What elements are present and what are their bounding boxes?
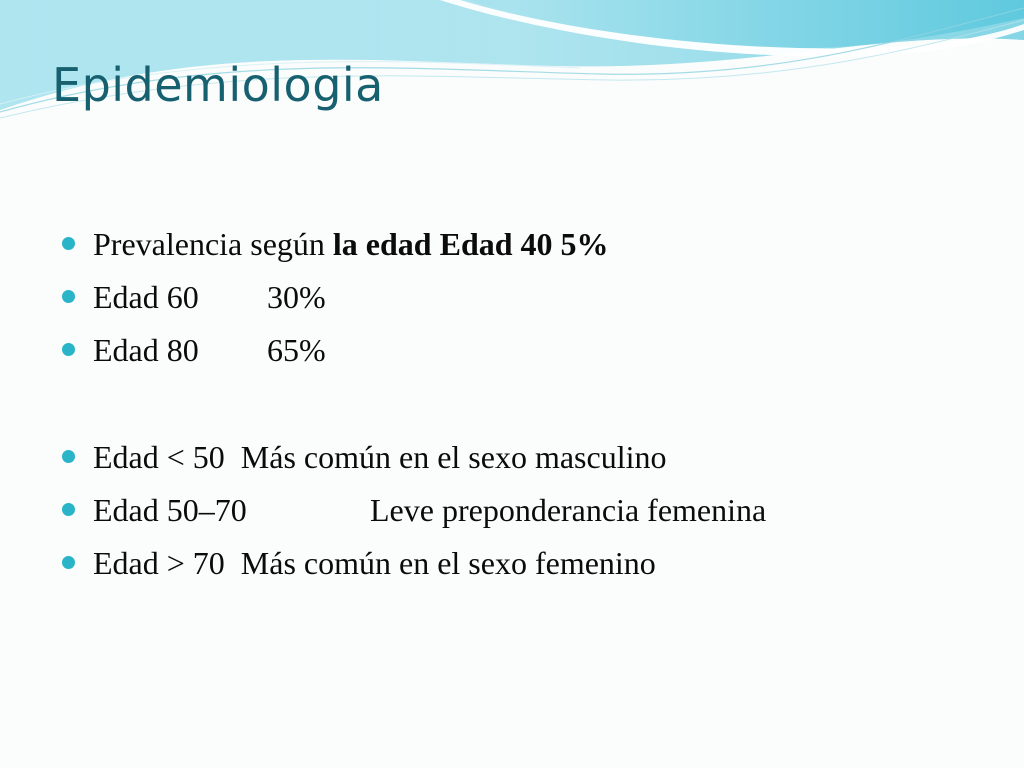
bullet-value: 30% [267, 279, 326, 315]
bullet-label: Edad 60 [93, 279, 199, 315]
bullet-dot-icon [62, 343, 75, 356]
bullet-label: Edad 50–70 [93, 492, 247, 528]
bullet-value: Leve preponderancia femenina [370, 492, 767, 528]
bullet-dot-icon [62, 290, 75, 303]
bullet-dot-icon [62, 450, 75, 463]
bullet-dot-icon [62, 556, 75, 569]
bullet-text-regular: Prevalencia según [93, 226, 333, 262]
bullet-text [93, 222, 609, 266]
bullet-text-bold: la edad Edad 40 5% [332, 226, 609, 262]
bullet-dot-icon [62, 237, 75, 250]
bullet-text: Edad > 70 Más común en el sexo femenino [93, 545, 656, 581]
bullet-dot-icon [62, 503, 75, 516]
slide-title: Epidemiologia [52, 58, 384, 112]
bullet-label: Edad 80 [93, 332, 199, 368]
bullet-value: 65% [267, 332, 326, 368]
bullet-text: Edad < 50 Más común en el sexo masculino [93, 439, 667, 475]
